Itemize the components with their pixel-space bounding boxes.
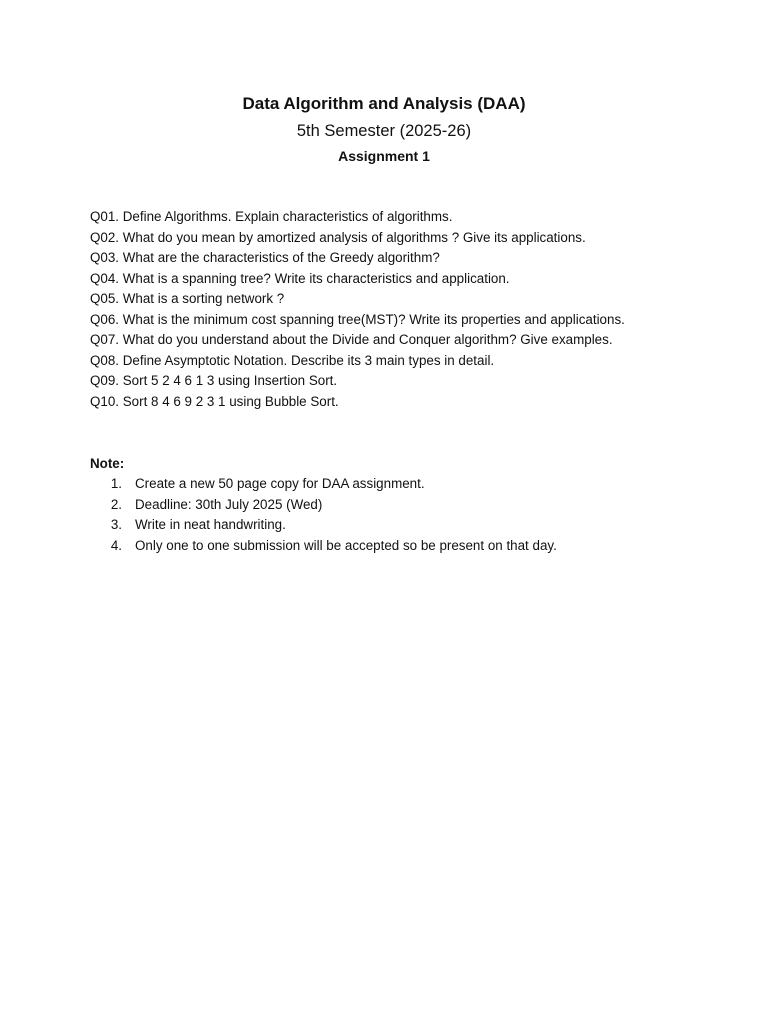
document-subtitle: 5th Semester (2025-26): [296, 122, 472, 140]
question-item: Q08. Define Asymptotic Notation. Describe its 3 main types in detail.: [90, 352, 495, 368]
question-item: Q10. Sort 8 4 6 9 2 3 1 using Bubble Sort.: [90, 393, 339, 409]
question-item: Q07. What do you understand about the Divide and Conquer algorithm? Give examples.: [90, 332, 613, 347]
question-item: Q05. What is a sorting network ?: [90, 291, 285, 306]
question-item: Q02. What do you mean by amortized analysis of algorithms ? Give its applications.: [90, 229, 586, 245]
note-item-text: Deadline: 30th July 2025 (Wed): [135, 496, 323, 512]
note-item-number: 1.: [110, 476, 122, 491]
note-item: [90, 515, 690, 536]
assignment-heading: Assignment 1: [338, 148, 430, 164]
note-item: [90, 495, 690, 516]
question-item: Q09. Sort 5 2 4 6 1 3 using Insertion Sort.: [90, 373, 338, 388]
note-item-number: 3.: [110, 517, 122, 532]
note-item: [90, 536, 690, 557]
question-list: [90, 207, 670, 412]
question-item: Q03. What are the characteristics of the Greedy algorithm?: [90, 250, 440, 265]
document-title: Data Algorithm and Analysis (DAA): [242, 94, 526, 113]
note-item-text: Write in neat handwriting.: [135, 517, 286, 532]
note-item-text: Create a new 50 page copy for DAA assignment.: [135, 476, 425, 491]
question-item: Q01. Define Algorithms. Explain characteristics of algorithms.: [90, 209, 453, 224]
note-item-number: 2.: [110, 496, 122, 512]
note-item-number: 4.: [110, 537, 122, 553]
note-item-text: Only one to one submission will be accepted so be present on that day.: [135, 537, 557, 553]
question-item: Q04. What is a spanning tree? Write its characteristics and application.: [90, 270, 510, 286]
question-item: Q06. What is the minimum cost spanning tree(MST)? Write its properties and applications.: [90, 311, 625, 327]
note-item: [90, 474, 690, 495]
note-list: [90, 474, 690, 556]
note-heading: Note:: [90, 456, 125, 471]
